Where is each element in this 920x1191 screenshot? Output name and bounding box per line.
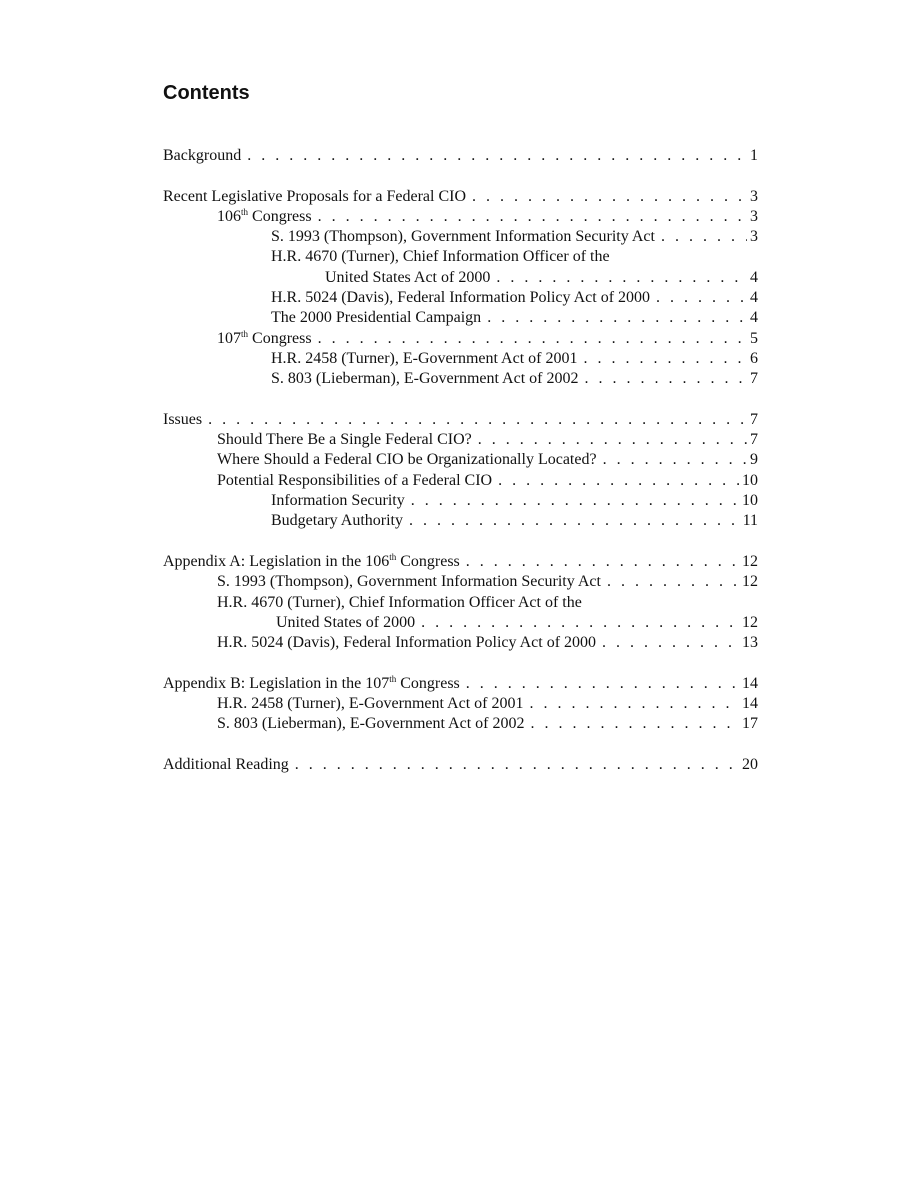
congress-number: 107 [217, 329, 241, 347]
dot-leader [478, 430, 747, 450]
ordinal-suffix: th [389, 551, 397, 562]
toc-page-number: 14 [742, 674, 758, 692]
toc-page-number: 4 [750, 289, 758, 307]
toc-entry-appendix-b-s803[interactable] [163, 714, 758, 734]
dot-leader [602, 633, 739, 653]
toc-page-number: 4 [750, 309, 758, 327]
toc-page-number: 3 [750, 207, 758, 225]
toc-page-number: 14 [742, 695, 758, 713]
toc-entry-background[interactable] [163, 146, 758, 166]
toc-entry-title: Potential Responsibilities of a Federal CIO [217, 471, 493, 489]
dot-leader [318, 329, 747, 349]
toc-page-number: 3 [750, 187, 758, 205]
dot-leader [529, 694, 739, 714]
toc-page-number: 7 [750, 431, 758, 449]
toc-entry-hr4670-line1[interactable] [163, 247, 758, 267]
dot-leader [472, 187, 747, 207]
table-of-contents [163, 146, 758, 775]
toc-entry-recent-proposals[interactable] [163, 187, 758, 207]
contents-heading: Contents [163, 82, 250, 104]
toc-entry-title: H.R. 5024 (Davis), Federal Information Policy Act of 2000 [217, 634, 597, 652]
toc-entry-title: H.R. 4670 (Turner), Chief Information Officer Act of the [217, 593, 582, 611]
toc-entry-title: Budgetary Authority [271, 512, 403, 530]
dot-leader [466, 674, 739, 694]
toc-page-number: 13 [742, 634, 758, 652]
toc-entry-title: Issues [163, 410, 203, 428]
toc-entry-title [163, 674, 460, 694]
dot-leader [247, 146, 747, 166]
toc-entry-responsibilities[interactable] [163, 471, 758, 491]
toc-page-number: 6 [750, 349, 758, 367]
dot-leader [496, 268, 747, 288]
dot-leader [487, 308, 747, 328]
toc-entry-information-security[interactable] [163, 491, 758, 511]
appendix-label: Appendix A: Legislation in the 106 [163, 552, 390, 570]
toc-entry-title: United States of 2000 [276, 613, 416, 631]
ordinal-suffix: th [241, 328, 249, 339]
toc-entry-budgetary-authority[interactable] [163, 511, 758, 531]
dot-leader [466, 552, 739, 572]
toc-entry-appendix-a-hr4670-line1[interactable] [163, 593, 758, 613]
dot-leader [583, 349, 747, 369]
toc-entry-hr2458[interactable] [163, 349, 758, 369]
toc-entry-appendix-b[interactable] [163, 674, 758, 694]
dot-leader [656, 288, 747, 308]
toc-entry-title: S. 1993 (Thompson), Government Information Security Act [271, 228, 655, 246]
appendix-label-end: Congress [396, 674, 460, 692]
toc-entry-organizational-location[interactable] [163, 450, 758, 470]
dot-leader [318, 207, 747, 227]
dot-leader [421, 613, 739, 633]
dot-leader [409, 511, 740, 531]
toc-entry-title: Should There Be a Single Federal CIO? [217, 431, 472, 449]
ordinal-suffix: th [389, 673, 397, 684]
toc-entry-title: Recent Legislative Proposals for a Federal CIO [163, 187, 467, 205]
toc-entry-title: Background [163, 147, 242, 164]
toc-entry-appendix-a-s1993[interactable] [163, 572, 758, 592]
toc-entry-appendix-a-hr4670-line2[interactable] [163, 613, 758, 633]
toc-page-number: 11 [742, 512, 758, 530]
toc-entry-title: H.R. 2458 (Turner), E-Government Act of 2001 [217, 695, 524, 713]
dot-leader [498, 471, 739, 491]
toc-entry-presidential-campaign[interactable] [163, 308, 758, 328]
dot-leader [530, 714, 739, 734]
toc-entry-title: H.R. 4670 (Turner), Chief Information Officer of the [271, 248, 610, 266]
toc-page-number: 10 [742, 492, 758, 510]
toc-entry-107th-congress[interactable] [163, 329, 758, 349]
toc-page-number: 4 [750, 268, 758, 286]
toc-page-number: 5 [750, 329, 758, 347]
toc-entry-s803[interactable] [163, 369, 758, 389]
toc-page-number: 12 [742, 573, 758, 591]
dot-leader [411, 491, 739, 511]
dot-leader [661, 227, 747, 247]
toc-entry-title: The 2000 Presidential Campaign [271, 309, 482, 327]
toc-page-number: 10 [742, 471, 758, 489]
dot-leader [584, 369, 747, 389]
congress-label: Congress [248, 329, 312, 347]
dot-leader [603, 450, 747, 470]
toc-entry-title [217, 329, 312, 349]
toc-entry-title: S. 803 (Lieberman), E-Government Act of 2002 [217, 715, 525, 733]
congress-number: 106 [217, 207, 241, 225]
congress-label: Congress [248, 207, 312, 225]
toc-entry-hr4670-line2[interactable] [163, 268, 758, 288]
toc-page-number: 3 [750, 228, 758, 246]
dot-leader [208, 410, 747, 430]
toc-entry-title [217, 207, 312, 227]
toc-entry-appendix-b-hr2458[interactable] [163, 694, 758, 714]
toc-page-number: 7 [750, 370, 758, 388]
appendix-label-end: Congress [396, 552, 460, 570]
toc-entry-single-cio[interactable] [163, 430, 758, 450]
toc-page-number: 9 [750, 451, 758, 469]
appendix-label: Appendix B: Legislation in the 107 [163, 674, 390, 692]
toc-page-number: 20 [742, 755, 758, 773]
toc-entry-title: S. 1993 (Thompson), Government Information Security Act [217, 573, 601, 591]
toc-entry-title: H.R. 2458 (Turner), E-Government Act of 2001 [271, 349, 578, 367]
toc-entry-title: United States Act of 2000 [325, 268, 491, 286]
dot-leader [295, 755, 739, 775]
toc-entry-title: Where Should a Federal CIO be Organizationally Located? [217, 451, 597, 469]
toc-entry-title: H.R. 5024 (Davis), Federal Information Policy Act of 2000 [271, 289, 651, 307]
toc-page-number: 12 [742, 552, 758, 570]
toc-entry-additional-reading[interactable] [163, 755, 758, 775]
toc-entry-106th-congress[interactable] [163, 207, 758, 227]
toc-page-number: 12 [742, 613, 758, 631]
toc-page-number: 17 [742, 715, 758, 733]
dot-leader [607, 572, 739, 592]
toc-entry-appendix-a-hr5024[interactable] [163, 633, 758, 653]
toc-entry-title [163, 552, 460, 572]
toc-entry-s1993[interactable] [163, 227, 758, 247]
ordinal-suffix: th [241, 206, 249, 217]
toc-entry-title: S. 803 (Lieberman), E-Government Act of 2002 [271, 370, 579, 388]
toc-entry-appendix-a[interactable] [163, 552, 758, 572]
toc-entry-hr5024[interactable] [163, 288, 758, 308]
toc-entry-title: Information Security [271, 492, 405, 510]
toc-entry-issues[interactable] [163, 410, 758, 430]
toc-page-number: 1 [750, 147, 758, 164]
toc-page-number: 7 [750, 410, 758, 428]
toc-entry-title: Additional Reading [163, 755, 289, 773]
